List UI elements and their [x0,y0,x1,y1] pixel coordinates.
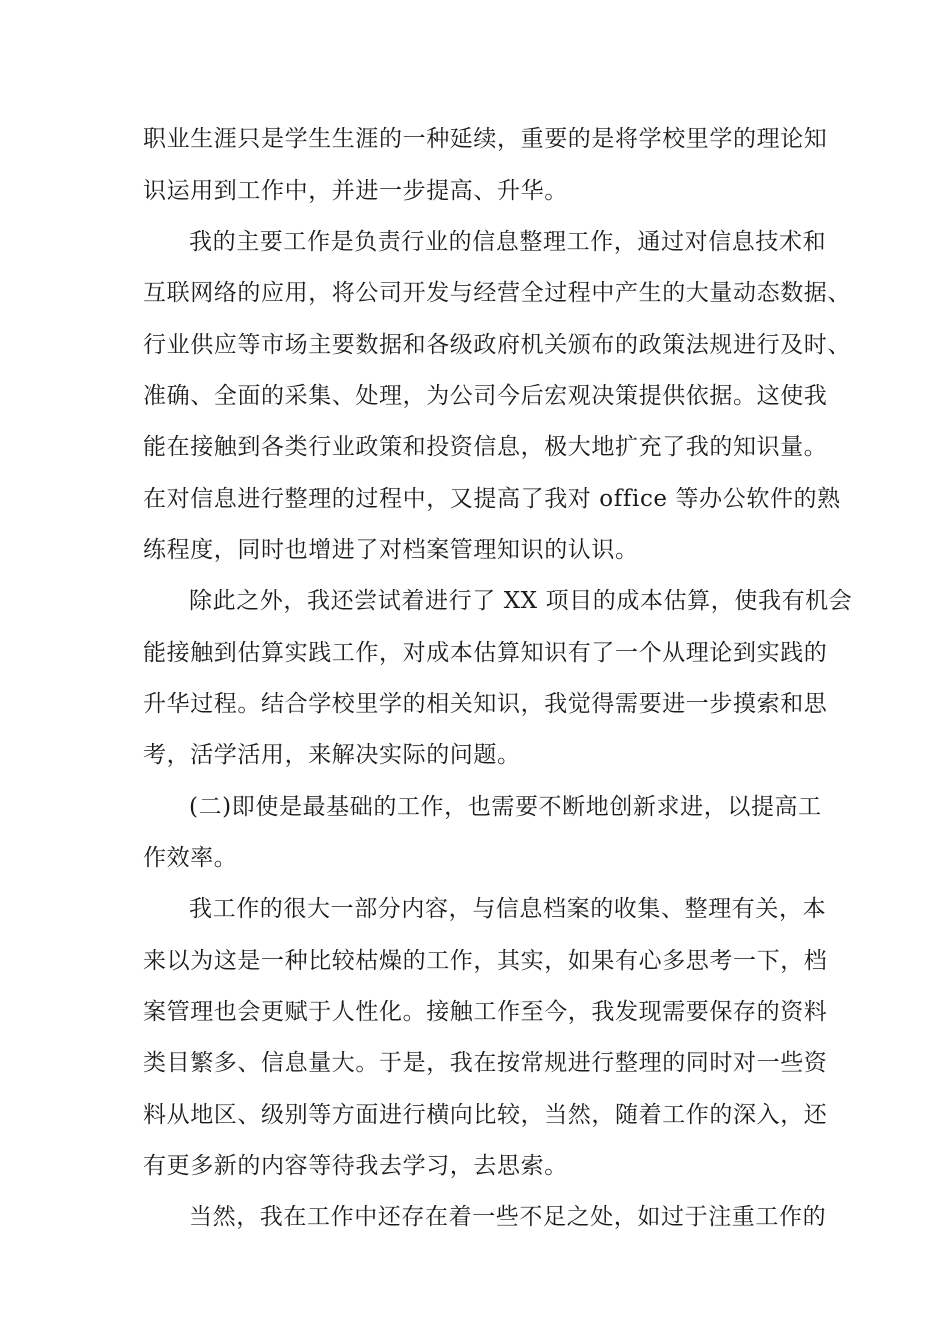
text-line: 练程度，同时也增进了对档案管理知识的认识。 [143,537,639,563]
text-line: 行业供应等市场主要数据和各级政府机关颁布的政策法规进行及时、 [143,332,851,358]
text-line: 升华过程。结合学校里学的相关知识，我觉得需要进一步摸索和思 [143,691,828,717]
text-line: 互联网络的应用，将公司开发与经营全过程中产生的大量动态数据、 [143,280,851,306]
text-line: 能在接触到各类行业政策和投资信息，极大地扩充了我的知识量。 [143,434,828,460]
text-line: 能接触到估算实践工作，对成本估算知识有了一个从理论到实践的 [143,640,828,666]
text-line: 类目繁多、信息量大。于是，我在按常规进行整理的同时对一些资 [143,1050,828,1076]
text-line: 有更多新的内容等待我去学习，去思索。 [143,1153,568,1179]
text-line: 当然，我在工作中还存在着一些不足之处，如过于注重工作的 [189,1204,827,1230]
text-line: 识运用到工作中，并进一步提高、升华。 [143,178,568,204]
text-line: 案管理也会更赋于人性化。接触工作至今，我发现需要保存的资料 [143,999,828,1025]
text-line: 职业生涯只是学生生涯的一种延续，重要的是将学校里学的理论知 [143,126,828,152]
text-line: 准确、全面的采集、处理，为公司今后宏观决策提供依据。这使我 [143,383,828,409]
section-heading-continued: 作效率。 [143,845,238,871]
text-line: 考，活学活用，来解决实际的问题。 [143,742,521,768]
text-line: 除此之外，我还尝试着进行了 XX 项目的成本估算，使我有机会 [189,588,853,614]
section-heading: (二)即使是最基础的工作，也需要不断地创新求进，以提高工 [189,794,822,820]
text-line: 我工作的很大一部分内容，与信息档案的收集、整理有关，本 [189,896,827,922]
text-line: 我的主要工作是负责行业的信息整理工作，通过对信息技术和 [189,229,827,255]
text-line: 料从地区、级别等方面进行横向比较，当然，随着工作的深入，还 [143,1102,828,1128]
text-line: 在对信息进行整理的过程中，又提高了我对 office 等办公软件的熟 [143,486,841,512]
text-line: 来以为这是一种比较枯燥的工作，其实，如果有心多思考一下，档 [143,948,828,974]
